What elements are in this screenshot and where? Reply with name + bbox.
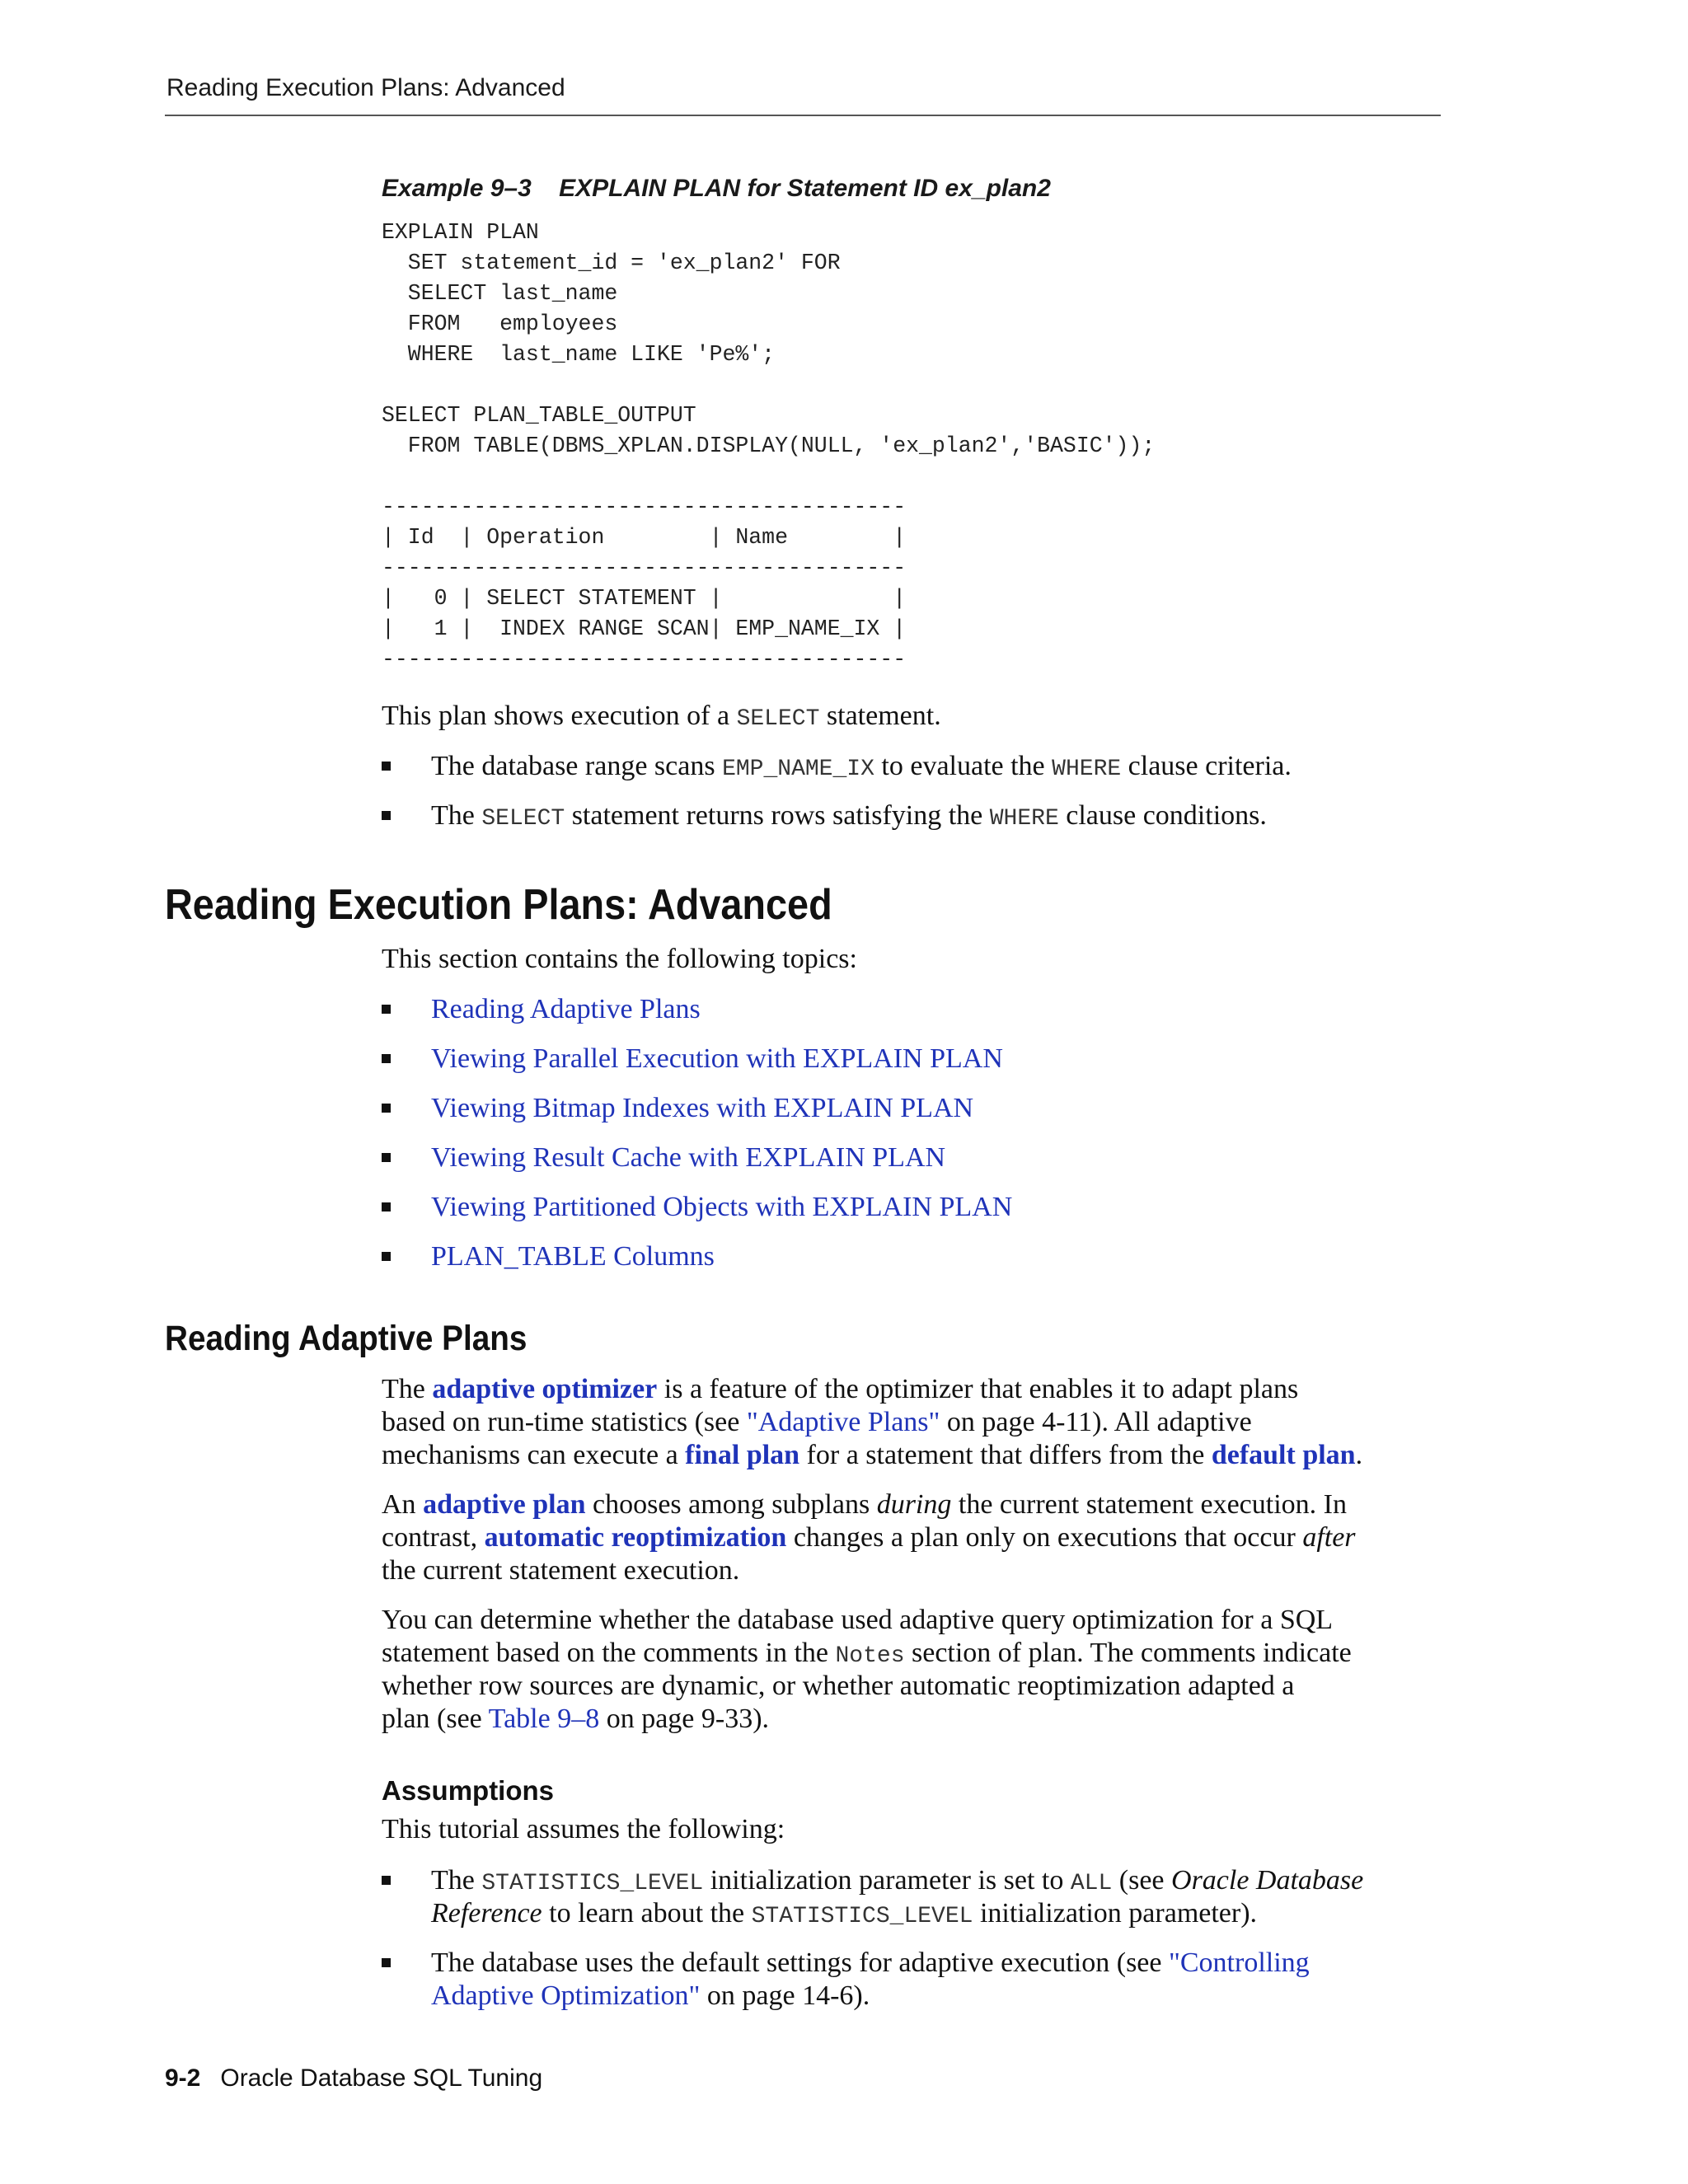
book-title: Oracle Database SQL Tuning: [220, 2064, 543, 2092]
paragraph-line: based on run-time statistics (see "Adaptive Plans" on page 4-11). All adaptive: [382, 1407, 1252, 1437]
assumptions-intro: This tutorial assumes the following:: [382, 1814, 785, 1844]
xref-link-adaptive-plans[interactable]: "Adaptive Plans": [746, 1407, 940, 1437]
running-header: Reading Execution Plans: Advanced: [166, 74, 565, 101]
xref-link-controlling-adaptive-optimization[interactable]: "Controlling: [1169, 1947, 1310, 1978]
topic-link-result-cache[interactable]: Viewing Result Cache with EXPLAIN PLAN: [431, 1142, 946, 1173]
page-footer: [165, 2064, 542, 2093]
xref-link-controlling-adaptive-optimization-cont[interactable]: Adaptive Optimization": [431, 1980, 701, 2011]
section-intro: This section contains the following topics:: [382, 944, 857, 974]
paragraph-line: The adaptive optimizer is a feature of the optimizer that enables it to adapt plans: [382, 1374, 1299, 1404]
paragraph-line: statement based on the comments in the Notes section of plan. The comments indicate: [382, 1638, 1352, 1669]
section-title: Reading Execution Plans: Advanced: [165, 881, 832, 929]
paragraph-line: whether row sources are dynamic, or whether automatic reoptimization adapted a: [382, 1671, 1295, 1701]
page-number: 9-2: [165, 2064, 201, 2092]
bullet-icon: [382, 762, 391, 771]
glossary-link-adaptive-optimizer[interactable]: adaptive optimizer: [432, 1374, 658, 1404]
plan-summary: This plan shows execution of a SELECT statement.: [382, 701, 941, 732]
glossary-link-default-plan[interactable]: default plan: [1211, 1440, 1356, 1470]
list-item: The STATISTICS_LEVEL initialization parameter is set to ALL (see Oracle Database Reference to learn about the STATISTICS_LEVEL initialization parameter).: [382, 1864, 1453, 1930]
bullet-icon: [382, 1202, 391, 1212]
bullet-icon: [382, 1958, 391, 1967]
bullet-icon: [382, 811, 391, 820]
paragraph-line: mechanisms can execute a final plan for a statement that differs from the default plan.: [382, 1440, 1363, 1470]
paragraph-line: plan (see Table 9–8 on page 9-33).: [382, 1704, 770, 1734]
bullet-icon: [382, 1252, 391, 1261]
xref-link-table-9-8[interactable]: Table 9–8: [488, 1704, 600, 1734]
topic-link-reading-adaptive-plans[interactable]: Reading Adaptive Plans: [431, 994, 701, 1024]
bullet-icon: [382, 1054, 391, 1063]
subsection-title: Reading Adaptive Plans: [165, 1319, 528, 1358]
paragraph-line: You can determine whether the database used adaptive query optimization for a SQL: [382, 1605, 1334, 1635]
bullet-icon: [382, 1153, 391, 1162]
topic-link-plan-table-columns[interactable]: PLAN_TABLE Columns: [431, 1241, 715, 1272]
paragraph-line: contrast, automatic reoptimization changes a plan only on executions that occur after: [382, 1522, 1356, 1553]
example-title: Example 9–3 EXPLAIN PLAN for Statement ID ex_plan2: [382, 175, 1051, 202]
header-divider: [165, 115, 1441, 116]
paragraph-line: An adaptive plan chooses among subplans during the current statement execution. In: [382, 1489, 1347, 1520]
topic-link-bitmap-indexes[interactable]: Viewing Bitmap Indexes with EXPLAIN PLAN: [431, 1093, 974, 1123]
topic-link-partitioned-objects[interactable]: Viewing Partitioned Objects with EXPLAIN PLAN: [431, 1192, 1013, 1222]
glossary-link-final-plan[interactable]: final plan: [685, 1440, 800, 1470]
assumptions-heading: Assumptions: [382, 1775, 555, 1806]
topic-link-parallel-execution[interactable]: Viewing Parallel Execution with EXPLAIN PLAN: [431, 1043, 1003, 1074]
code-block: EXPLAIN PLAN SET statement_id = 'ex_plan2' FOR SELECT last_name FROM employees WHERE last_name LIKE 'Pe%'; SELECT PLAN_TABLE_OUTPUT FROM TABLE(DBMS_XPLAN.DISPLAY(NULL, 'ex_plan2','BASIC')); ---------------------------------------- | Id | Operation | Name | ---------------------------------------- | 0 | SELECT STATEMENT | | | 1 | INDEX RANGE SCAN| EMP_NAME_IX | ----------------------------------------: [382, 220, 1156, 672]
bullet-icon: [382, 1104, 391, 1113]
bullet-icon: [382, 1876, 391, 1885]
glossary-link-adaptive-plan[interactable]: adaptive plan: [423, 1489, 586, 1520]
list-item: The database uses the default settings for adaptive execution (see "Controlling Adaptive Optimization" on page 14-6).: [382, 1947, 1453, 2013]
glossary-link-automatic-reoptimization[interactable]: automatic reoptimization: [484, 1522, 787, 1553]
paragraph-line: the current statement execution.: [382, 1555, 740, 1586]
bullet-icon: [382, 1005, 391, 1014]
